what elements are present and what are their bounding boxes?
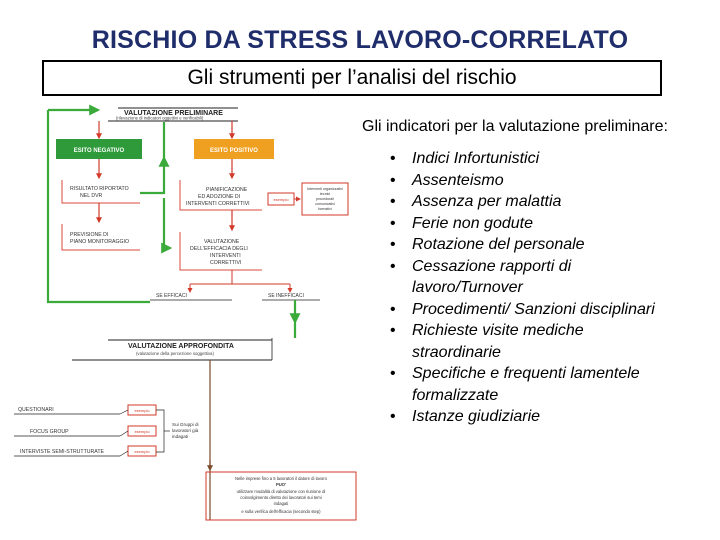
esito-negativo-label: ESITO NEGATIVO xyxy=(73,148,125,154)
indicators-list xyxy=(362,148,718,428)
valutazione-approfondita-sub: (valutazione della percezione soggettiva) xyxy=(136,351,214,356)
indicator-item: • Rotazione del personale xyxy=(390,234,718,256)
valutazione-efficacia-line3: INTERVENTI xyxy=(210,253,241,259)
indicators-panel xyxy=(362,118,718,428)
valutazione-efficacia-line4: CORRETTIVI xyxy=(210,260,242,266)
risultato-line1: RISULTATO RIPORTATO xyxy=(70,186,129,192)
valutazione-efficacia-box xyxy=(180,232,262,270)
esito-positivo-label: ESITO POSITIVO xyxy=(210,148,258,154)
imprese-line5: indagati xyxy=(273,501,289,506)
valutazione-preliminare-box xyxy=(108,108,238,121)
green-loop-arrow-risultato xyxy=(140,158,164,193)
indicator-item: • Richieste visite mediche straordinarie xyxy=(390,320,612,363)
indicator-item: • Specifiche e frequenti lamentele formalizzate xyxy=(390,363,672,406)
risultato-riportato-box xyxy=(62,180,140,203)
gruppi-line1: Sui Gruppi di xyxy=(172,422,199,427)
interventi-line1: Interventi organizzativi xyxy=(307,187,343,191)
valutazione-efficacia-line1: VALUTAZIONE xyxy=(204,239,240,245)
indicator-item: • Istanze giudiziarie xyxy=(390,406,718,428)
imprese-line3: utilizzare modalità di valutazione con riunione di xyxy=(236,489,326,494)
previsione-monitoraggio-box xyxy=(62,224,140,250)
valutazione-approfondita-label: VALUTAZIONE APPROFONDITA xyxy=(128,343,234,350)
indicator-item: • Cessazione rapporti di lavoro/Turnover xyxy=(390,256,602,299)
interventi-line5: formativi xyxy=(318,207,332,211)
imprese-line2: PUO' xyxy=(275,482,287,487)
indicator-item: • Procedimenti/ Sanzioni disciplinari xyxy=(390,299,718,321)
valutazione-efficacia-line2: DELL'EFFICACIA DEGLI xyxy=(190,246,248,252)
questionari-label: QUESTIONARI xyxy=(18,407,54,413)
se-inefficaci-label: SE INEFFICACI xyxy=(268,293,304,299)
se-efficaci-label: SE EFFICACI xyxy=(156,293,187,299)
imprese-line6: e sulla verifica dell'efficacia (secondo step) xyxy=(241,509,321,514)
subtitle: Gli strumenti per l’analisi del rischio xyxy=(187,66,517,89)
esempio-tag-interviste: esempio xyxy=(134,449,150,454)
indicator-item: • Assenteismo xyxy=(390,170,718,192)
pianificazione-line3: INTERVENTI CORRETTIVI xyxy=(186,201,250,207)
previsione-line1: PREVISIONE DI xyxy=(70,232,109,238)
esempio-tag-focus-group: esempio xyxy=(134,429,150,434)
esempio-tag-interventi-label: esempio xyxy=(273,197,289,202)
previsione-line2: PIANO MONITORAGGIO xyxy=(70,239,129,245)
indicators-heading: Gli indicatori per la valutazione preliminare: xyxy=(362,118,668,135)
interventi-line3: procedurali xyxy=(316,197,334,201)
indicator-item: • Indici Infortunistici xyxy=(390,148,718,170)
tool-questionari xyxy=(14,405,156,415)
tool-focus-group xyxy=(14,426,156,436)
pianificazione-line2: ED ADOZIONE DI xyxy=(198,194,241,200)
valutazione-preliminare-sub: (rilevazione di indicatori oggettivi e verificabili) xyxy=(116,115,204,121)
pianificazione-line1: PIANIFICAZIONE xyxy=(206,187,248,193)
gruppi-line3: indagati xyxy=(172,434,189,439)
interviste-label: INTERVISTE SEMI-STRUTTURATE xyxy=(20,449,104,455)
interventi-line2: tecnici xyxy=(319,192,331,196)
imprese-line1: Nelle imprese fino a 5 lavoratori il datore di lavoro xyxy=(235,476,327,481)
valutazione-approfondita-box xyxy=(72,340,272,360)
tool-interviste xyxy=(14,446,156,456)
page-title: RISCHIO DA STRESS LAVORO-CORRELATO xyxy=(91,26,629,54)
indicator-item: • Ferie non godute xyxy=(390,213,718,235)
risultato-line2: NEL DVR xyxy=(80,193,103,199)
valutazione-preliminare-label: VALUTAZIONE PRELIMINARE xyxy=(124,110,223,117)
focus-group-label: FOCUS GROUP xyxy=(30,429,69,435)
interventi-line4: comunicativi xyxy=(315,202,335,206)
indicator-item: • Assenza per malattia xyxy=(390,191,718,213)
pianificazione-box xyxy=(180,180,262,210)
gruppi-line2: lavoratori già xyxy=(172,428,199,433)
esempio-tag-questionari: esempio xyxy=(134,408,150,413)
imprese-line4: coinvolgimento diretto dei lavoratori sui temi xyxy=(240,495,322,500)
